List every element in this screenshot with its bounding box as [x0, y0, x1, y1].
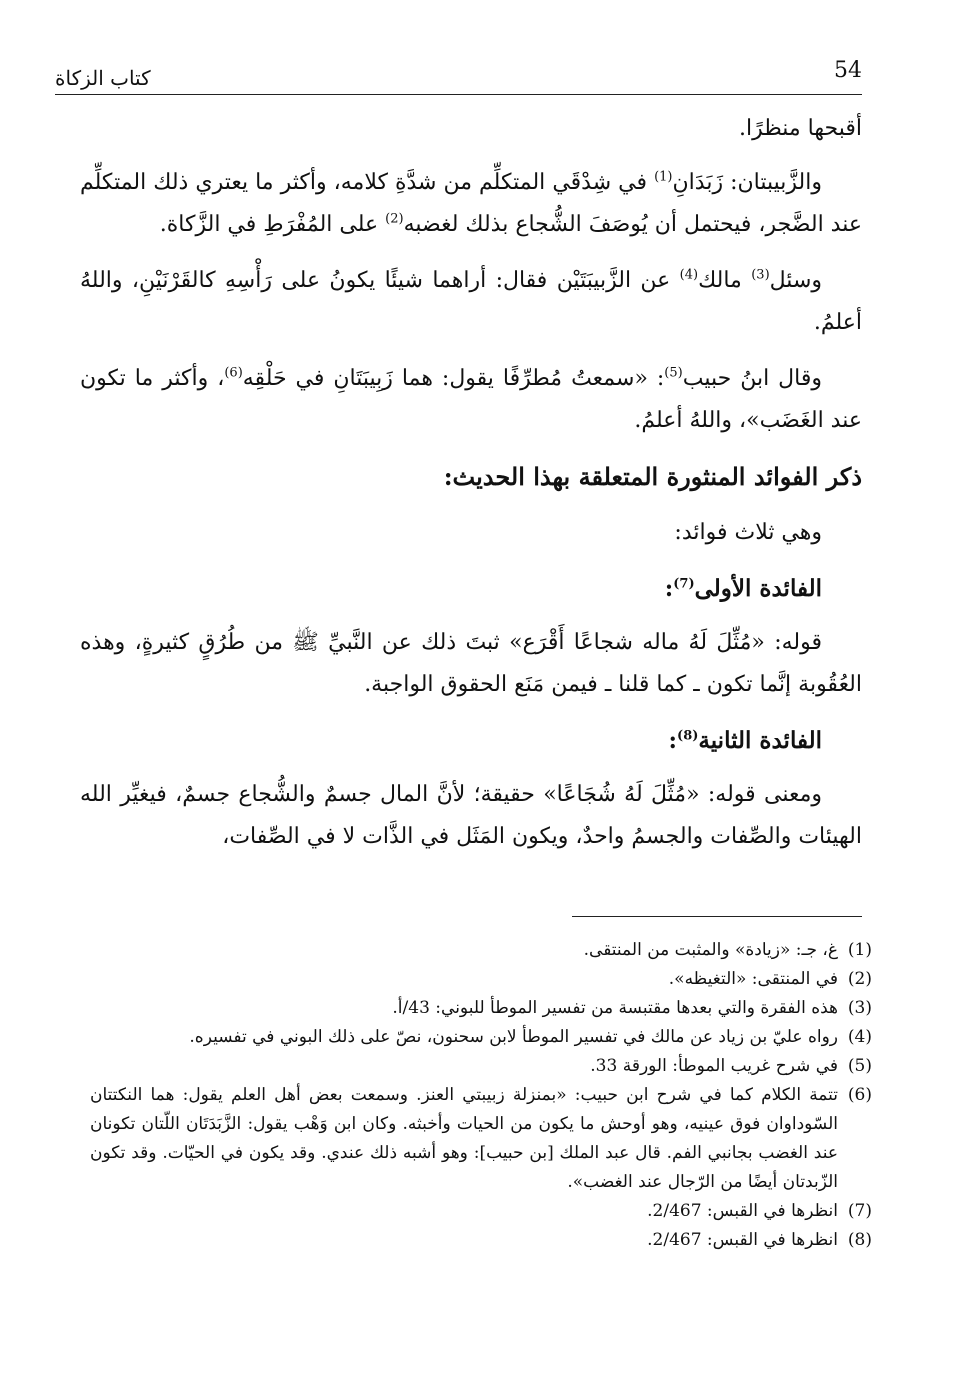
- footnote-item: [90, 1052, 872, 1081]
- footnotes: [90, 936, 872, 1255]
- section-heading: ذكر الفوائد المنثورة المتعلقة بهذا الحديث:: [443, 462, 862, 491]
- footnote-text: تتمة الكلام كما في شرح ابن حبيب: «بمنزلة زبيبتي العنز. وسمعت بعض أهل العلم يقول: هما النكتتان السّوداوان فوق عينيه، وهو أوحش ما يكون من الحيات وأخبثه. وكان ابن وَهْب يقول: الزَّبَدَتَان اللّتان تكونان عند الغضب بجانبي الفم. قال عبد الملك [بن حبيب]: وهو أشبه ذلك عندي. وقد يكون في الحيّات. وقد تكون الزّبدتان أيضًا من الرّجال عند الغضب».: [90, 1085, 838, 1192]
- footnote-item: [90, 1226, 872, 1255]
- main-text: [80, 108, 862, 872]
- footnote-ref-3: (3): [751, 267, 770, 283]
- footnote-item: [90, 936, 872, 965]
- footnote-text: رواه عليّ بن زياد عن مالك في تفسير الموطأ لابن سحنون، نصّ على ذلك البوني في تفسيره.: [189, 1027, 838, 1047]
- footnote-number: (5): [847, 1056, 872, 1076]
- footnote-ref-6: (6): [224, 365, 243, 381]
- benefits-intro: وهي ثلاث فوائد:: [674, 520, 822, 545]
- paragraph-ibn-habib: وقال ابنُ حبيب$^{(5)}$: «سمعتُ مُطرِّفًا يقول: هما زَبِيبَتَانِ في حَلْقِه$^{(6)}$، وأكثر ما تكون عند الغَضَب»، واللهُ أعلمُ.: [80, 365, 862, 433]
- footnote-item: [90, 965, 872, 994]
- footnote-text: في المنتقى: «التغيظه».: [668, 969, 838, 989]
- page-number: 54: [834, 58, 862, 83]
- footnote-number: (2): [847, 969, 872, 989]
- footnote-ref-5: (5): [664, 365, 683, 381]
- paragraph-opening: أقبحها منظرًا.: [738, 116, 862, 141]
- footnote-number: (1): [847, 940, 872, 960]
- footnote-ref-1: (1): [654, 169, 673, 185]
- footnote-number: (4): [847, 1027, 872, 1047]
- paragraph-second-benefit: ومعنى قوله: «مُثِّلَ لَهُ شُجَاعًا» حقيقة؛ لأنَّ المال جسمٌ والشُّجاع جسمٌ، فيغيِّر الله الهيئات والصِّفات والجسمُ واحدٌ، ويكون المَثَل في الذَّات لا في الصِّفات،: [80, 782, 862, 849]
- footnote-ref-4: (4): [679, 267, 699, 283]
- second-benefit-heading: الفائدة الثانية$^{(8)}$:: [668, 727, 822, 754]
- header-rule: [55, 94, 862, 95]
- footnote-item: [90, 994, 872, 1023]
- footnote-number: (7): [847, 1201, 872, 1221]
- paragraph-malik: وسئل$^{(3)}$ مالك$^{(4)}$ عن الزَّبيبَتَيْن فقال: أراهما شيئًا يكونُ على رَأْسِهِ كالقَرْنَيْنِ، واللهُ أعلمُ.: [80, 267, 862, 335]
- footnote-number: (6): [847, 1085, 872, 1105]
- page-header: [55, 58, 862, 92]
- footnote-item: [90, 1023, 872, 1052]
- footnote-ref-7: (7): [673, 576, 695, 592]
- footnote-item: [90, 1197, 872, 1226]
- footnote-rule: [572, 916, 862, 917]
- footnote-number: (8): [847, 1230, 872, 1250]
- footnote-ref-2: (2): [385, 211, 404, 227]
- footnote-text: هذه الفقرة والتي بعدها مقتبسة من تفسير الموطأ للبوني: 43/أ.: [392, 998, 838, 1018]
- footnote-text: انظرها في القبس: 2/467.: [647, 1230, 838, 1250]
- footnote-text: انظرها في القبس: 2/467.: [647, 1201, 838, 1221]
- footnote-text: غ، جـ: «زيادة» والمثبت من المنتقى.: [583, 940, 838, 960]
- paragraph-first-benefit: قوله: «مُثِّلَ لَهُ ماله شجاعًا أَقْرَع» ثبتَ ذلك عن النَّبيِّ ﷺ من طُرُقٍ كثيرةٍ، وهذه العُقُوبة إنَّما تكون ـ كما قلنا ـ فيمن مَنَع الحقوق الواجبة.: [80, 630, 862, 697]
- footnote-text: في شرح غريب الموطأ: الورقة 33.: [590, 1056, 838, 1076]
- footnote-item: [90, 1081, 872, 1197]
- running-title: كتاب الزكاة: [55, 66, 151, 90]
- paragraph-zabibatan: والزَّبيبتان: زَبَدَانِ$^{(1)}$ في شِدْقَي المتكلِّم من شدَّةِ كلامه، وأكثر ما يعتري ذلك المتكلِّم عند الضَّجر، فيحتمل أن يُوصَفَ الشُّجاع بذلك لغضبه$^{(2)}$ على المُفْرَطِ في الزَّكاة.: [80, 169, 862, 237]
- footnote-number: (3): [847, 998, 872, 1018]
- first-benefit-heading: الفائدة الأولى$^{(7)}$:: [664, 575, 822, 602]
- footnote-ref-8: (8): [677, 728, 699, 744]
